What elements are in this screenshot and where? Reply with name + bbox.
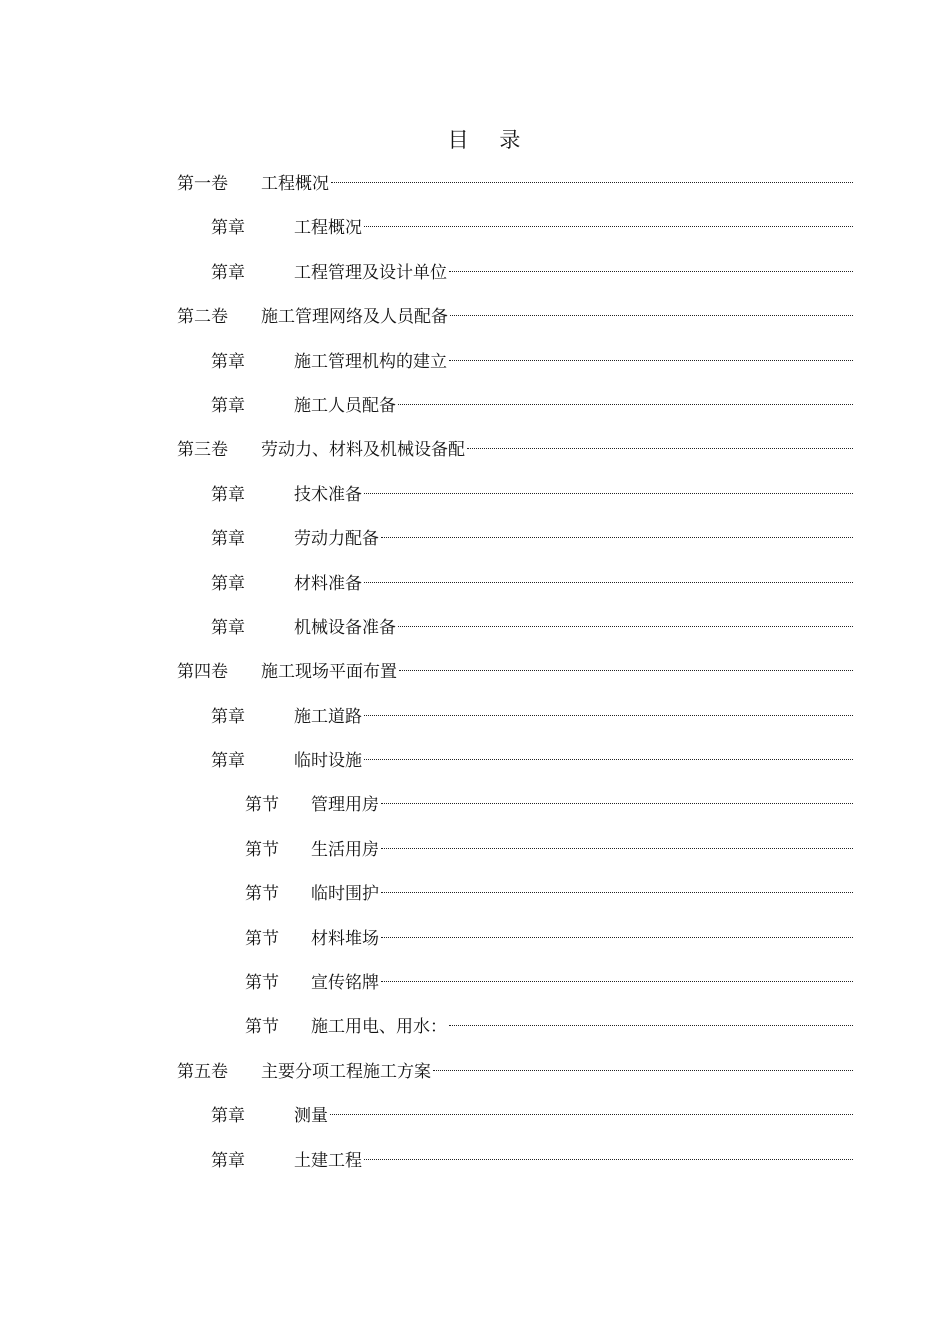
toc-entry-label: 第章 [211, 395, 245, 416]
toc-entry-line [245, 969, 853, 997]
toc-entry[interactable] [0, 570, 950, 614]
toc-entry-line [177, 658, 853, 686]
toc-entry-line [211, 525, 853, 553]
dot-leader [330, 1114, 853, 1115]
dot-leader [467, 448, 853, 449]
toc-entry[interactable] [0, 392, 950, 436]
dot-leader [364, 715, 853, 716]
toc-entry-text: 工程概况 [261, 174, 329, 194]
toc-entry[interactable] [0, 1013, 950, 1057]
toc-entry[interactable] [0, 525, 950, 569]
toc-entry-label: 第节 [245, 839, 279, 860]
toc-entry[interactable] [0, 747, 950, 791]
toc-entry-line [211, 614, 853, 642]
dot-leader [364, 582, 853, 583]
toc-entry-text: 管理用房 [311, 795, 379, 816]
toc-entry-text: 技术准备 [294, 484, 362, 505]
toc-entry[interactable] [0, 214, 950, 258]
toc-entry-text: 临时设施 [294, 751, 362, 772]
toc-entry-label: 第章 [211, 1106, 245, 1127]
toc-entry[interactable] [0, 481, 950, 525]
toc-entry-text: 临时围护 [311, 884, 379, 905]
toc-entry-label: 第节 [245, 884, 279, 905]
toc-entry[interactable] [0, 880, 950, 924]
toc-entry[interactable] [0, 836, 950, 880]
toc-entry-line [177, 303, 853, 331]
dot-leader [399, 670, 853, 671]
toc-entry-line [211, 570, 853, 598]
dot-leader [381, 537, 853, 538]
toc-entry-line [177, 1058, 853, 1086]
toc-entry-text: 土建工程 [294, 1150, 362, 1171]
toc-entry[interactable] [0, 969, 950, 1013]
dot-leader [364, 226, 853, 227]
toc-entry-line [177, 170, 853, 198]
toc-entry[interactable] [0, 303, 950, 347]
toc-entry-text: 工程管理及设计单位 [294, 262, 447, 283]
toc-entry[interactable] [0, 1102, 950, 1146]
toc-entry[interactable] [0, 658, 950, 702]
toc-entry-label: 第章 [211, 218, 245, 239]
toc-entry-line [211, 1102, 853, 1130]
toc-entry-label: 第章 [211, 617, 245, 638]
toc-entry-line [211, 747, 853, 775]
toc-entry-text: 材料堆场 [311, 928, 379, 949]
toc-entry-text: 施工人员配备 [294, 395, 396, 416]
toc-entry-line [245, 836, 853, 864]
dot-leader [433, 1070, 853, 1071]
toc-list [0, 170, 950, 1191]
toc-entry[interactable] [0, 1058, 950, 1102]
dot-leader [364, 493, 853, 494]
dot-leader [381, 892, 853, 893]
toc-entry-line [211, 259, 853, 287]
toc-entry-line [177, 436, 853, 464]
toc-entry[interactable] [0, 348, 950, 392]
toc-entry-line [211, 392, 853, 420]
toc-entry-line [211, 703, 853, 731]
toc-entry-text: 机械设备准备 [294, 617, 396, 638]
toc-entry-label: 第节 [245, 1017, 279, 1038]
toc-entry-line [211, 481, 853, 509]
dot-leader [398, 404, 853, 405]
toc-title: 目 录 [447, 128, 533, 152]
toc-entry[interactable] [0, 614, 950, 658]
toc-entry-text: 施工管理机构的建立 [294, 351, 447, 372]
toc-entry-label: 第章 [211, 573, 245, 594]
toc-entry[interactable] [0, 791, 950, 835]
toc-entry-text: 主要分项工程施工方案 [261, 1061, 431, 1082]
toc-entry-label: 第章 [211, 529, 245, 550]
dot-leader [450, 315, 853, 316]
toc-entry-text: 施工管理网络及人员配备 [261, 307, 448, 328]
toc-entry-line [211, 214, 853, 242]
toc-entry-text: 劳动力配备 [294, 529, 379, 550]
toc-entry-text: 施工用电、用水： [311, 1017, 447, 1038]
toc-entry-line [245, 925, 853, 953]
toc-entry-text: 材料准备 [294, 573, 362, 594]
toc-entry-label: 第五卷 [177, 1061, 228, 1082]
toc-entry-label: 第章 [211, 1150, 245, 1171]
toc-entry[interactable] [0, 170, 950, 214]
dot-leader [381, 937, 853, 938]
toc-entry-text: 生活用房 [311, 839, 379, 860]
toc-entry-text: 劳动力、材料及机械设备配 [261, 440, 465, 461]
toc-entry[interactable] [0, 703, 950, 747]
toc-entry-label: 第章 [211, 262, 245, 283]
toc-entry-label: 第节 [245, 928, 279, 949]
toc-entry-text: 施工现场平面布置 [261, 662, 397, 683]
toc-entry-label: 第二卷 [177, 307, 228, 328]
toc-entry-text: 施工道路 [294, 706, 362, 727]
toc-entry-line [245, 1013, 853, 1041]
toc-entry-label: 第四卷 [177, 662, 228, 683]
toc-entry-label: 第章 [211, 351, 245, 372]
toc-entry[interactable] [0, 436, 950, 480]
dot-leader [331, 182, 853, 183]
toc-entry[interactable] [0, 259, 950, 303]
toc-entry-line [245, 791, 853, 819]
toc-entry-label: 第节 [245, 795, 279, 816]
toc-entry-text: 宣传铭牌 [311, 973, 379, 994]
dot-leader [381, 848, 853, 849]
toc-entry-line [211, 348, 853, 376]
toc-entry-text: 测量 [294, 1106, 328, 1127]
toc-entry-label: 第节 [245, 973, 279, 994]
toc-entry-label: 第三卷 [177, 440, 228, 461]
toc-entry-line [245, 880, 853, 908]
toc-entry-label: 第章 [211, 484, 245, 505]
toc-entry-label: 第章 [211, 706, 245, 727]
dot-leader [449, 271, 853, 272]
dot-leader [381, 981, 853, 982]
dot-leader [381, 803, 853, 804]
toc-entry[interactable] [0, 1147, 950, 1191]
dot-leader [449, 360, 853, 361]
toc-entry-label: 第一卷 [177, 174, 228, 194]
dot-leader [449, 1025, 853, 1026]
toc-entry[interactable] [0, 925, 950, 969]
dot-leader [398, 626, 853, 627]
toc-entry-text: 工程概况 [294, 218, 362, 239]
toc-entry-line [211, 1147, 853, 1175]
dot-leader [364, 1159, 853, 1160]
toc-entry-label: 第章 [211, 751, 245, 772]
dot-leader [364, 759, 853, 760]
